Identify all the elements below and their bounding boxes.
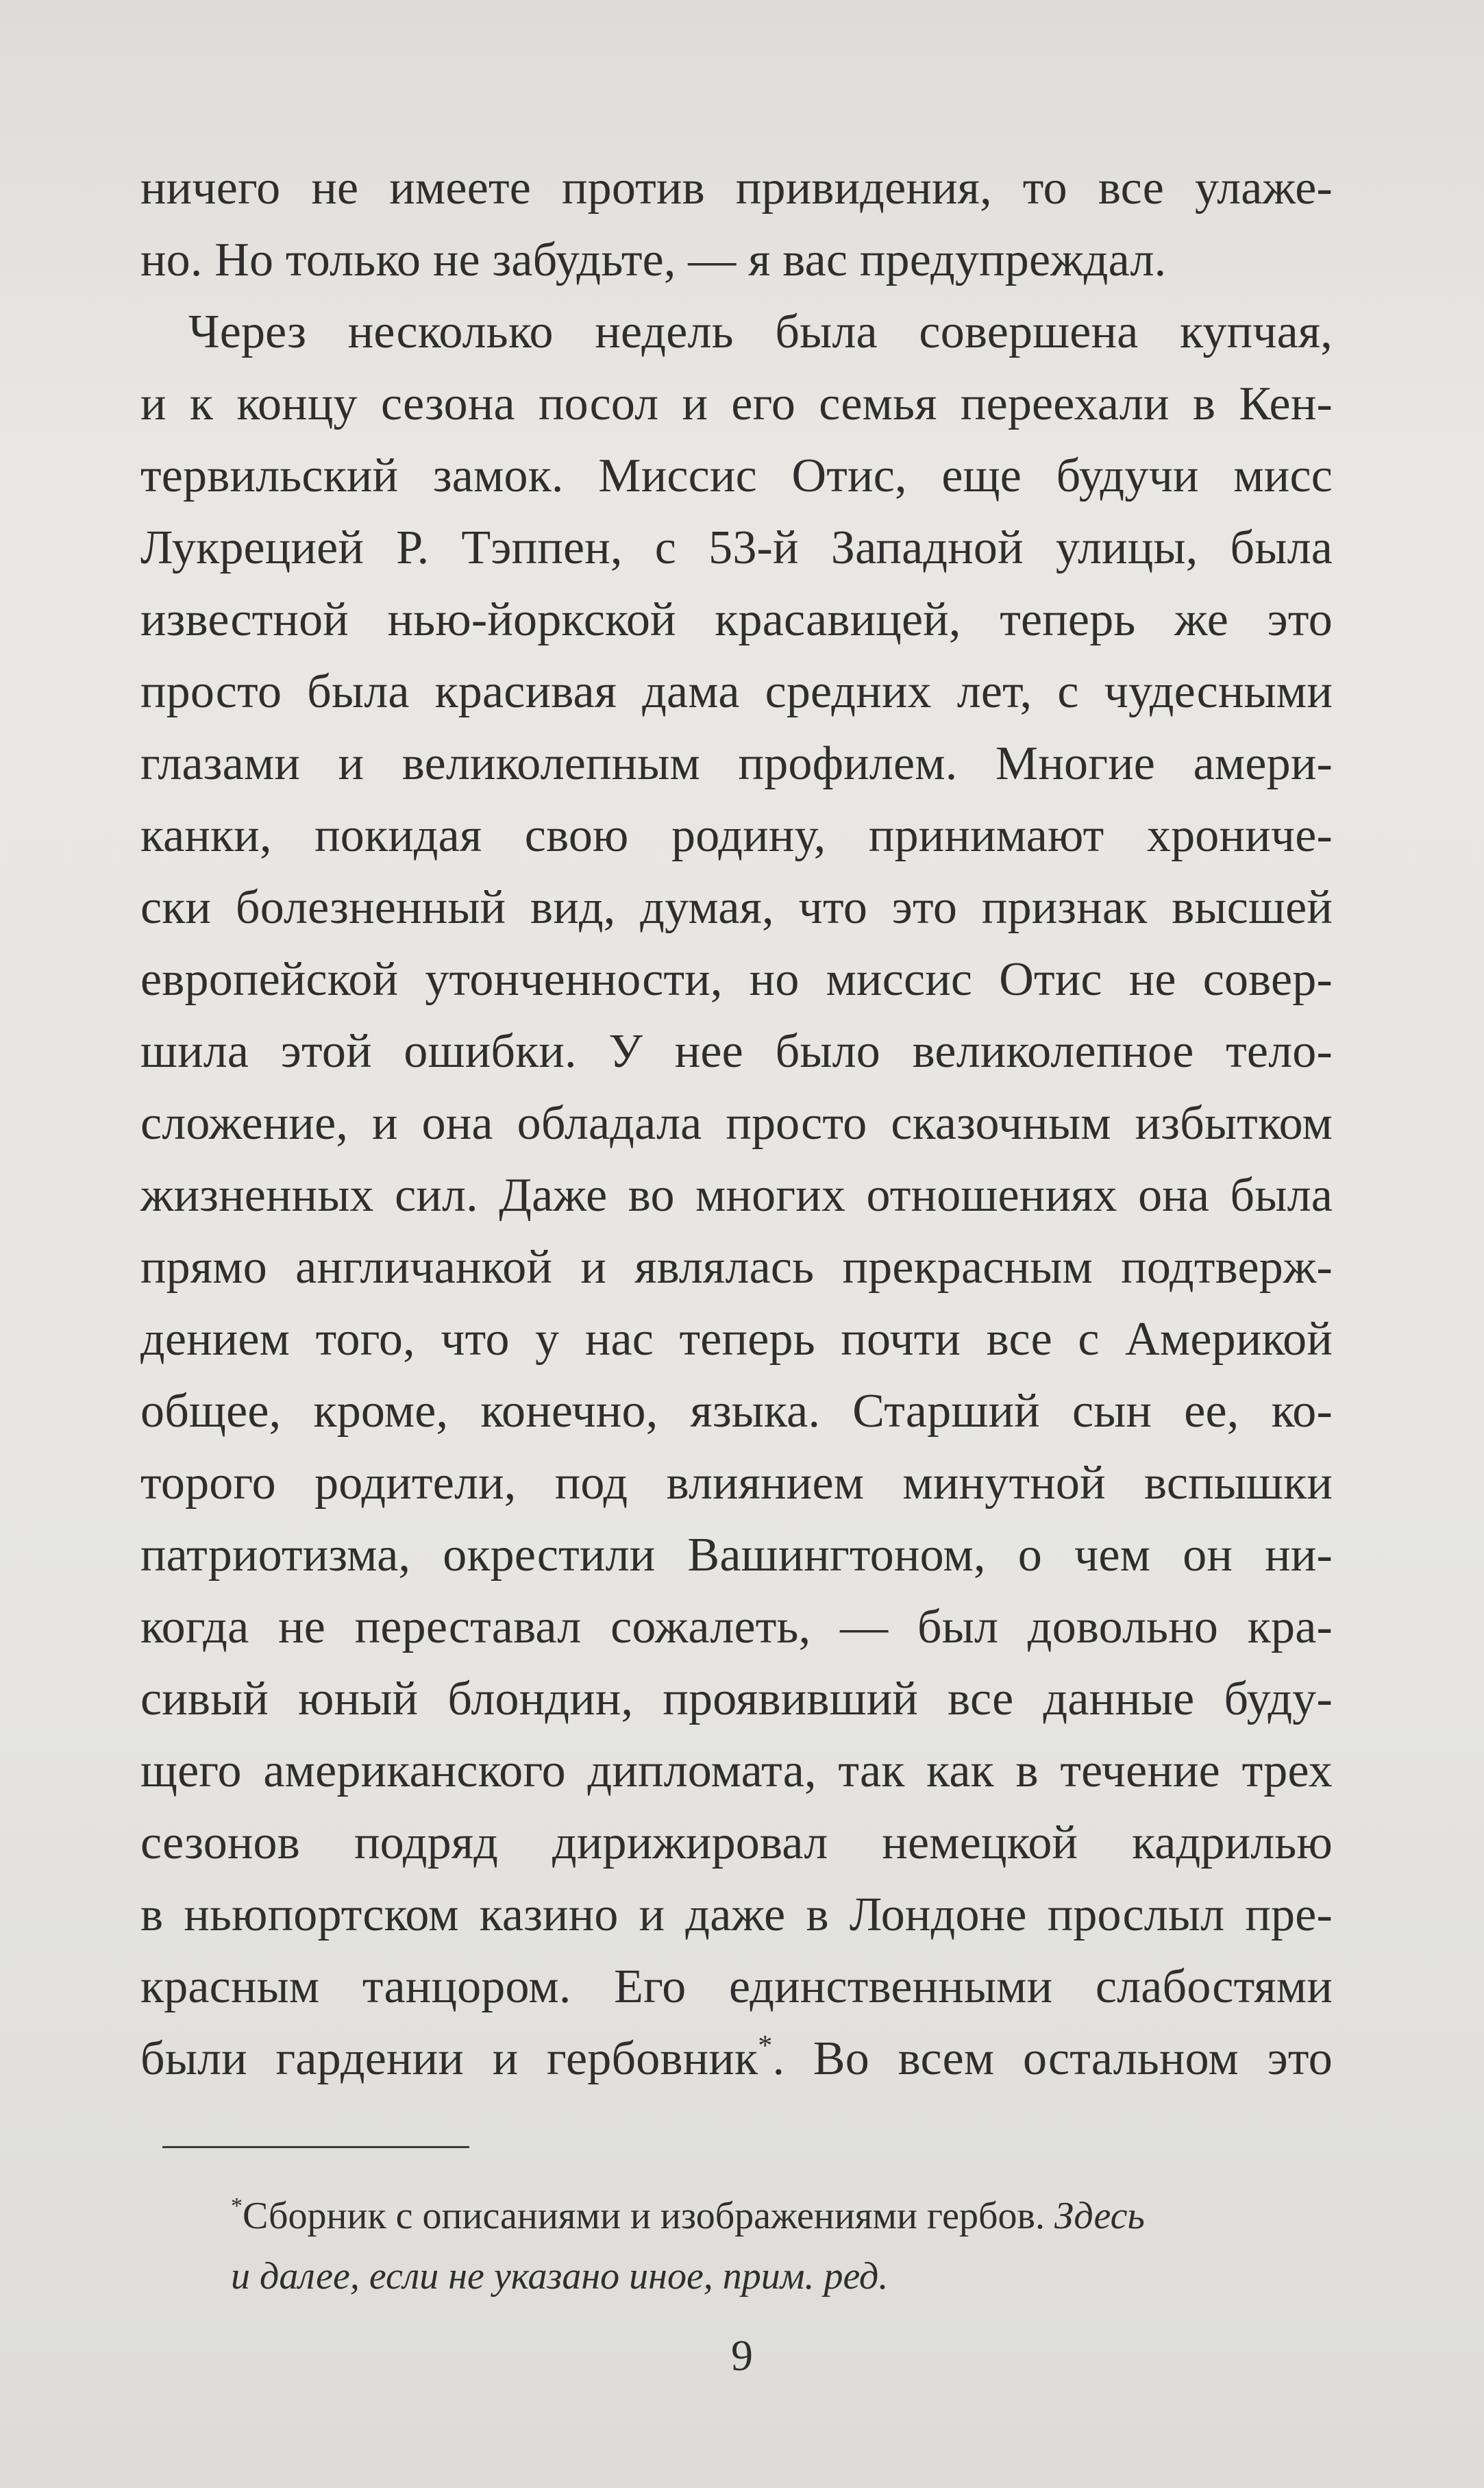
text-line: Лукрецией Р. Тэппен, с 53-й Западной улицы, была <box>140 521 1333 574</box>
page-number: 9 <box>731 2331 753 2380</box>
text-line: патриотизма, окрестили Вашингтоном, о чем он ни- <box>140 1529 1333 1581</box>
text-line: сложение, и она обладала просто сказочным избытком <box>140 1097 1333 1150</box>
text-fragment: Во всем остальном это <box>813 2032 1333 2085</box>
footnote-italic-text: Здесь <box>1054 2195 1145 2237</box>
text-line: в ньюпортском казино и даже в Лондоне прослыл пре- <box>140 1888 1333 1941</box>
text-line: просто была красивая дама средних лет, с чудесными <box>140 665 1333 718</box>
footnote-divider <box>162 2146 469 2148</box>
footnote-line <box>140 2186 1333 2246</box>
text-line: и к концу сезона посол и его семья переехали в Кен- <box>140 378 1333 430</box>
text-line: канки, покидая свою родину, принимают хрониче- <box>140 809 1333 862</box>
text-line: Через несколько недель была совершена купчая, <box>188 306 1333 358</box>
text-line: дением того, что у нас теперь почти все с Америкой <box>140 1313 1333 1366</box>
text-line: когда не переставал сожалеть, — был довольно кра- <box>140 1601 1333 1653</box>
text-fragment: были гардении и гербовник <box>140 2032 758 2085</box>
footnote-reference: * <box>758 2030 773 2062</box>
text-line: прямо англичанкой и являлась прекрасным подтверж- <box>140 1241 1333 1294</box>
text-line: ски болезненный вид, думая, что это признак высшей <box>140 881 1333 934</box>
text-line: тервильский замок. Миссис Отис, еще будучи мисс <box>140 449 1333 502</box>
text-line: глазами и великолепным профилем. Многие амери- <box>140 737 1333 790</box>
text-line: общее, кроме, конечно, языка. Старший сын ее, ко- <box>140 1385 1333 1438</box>
text-line: европейской утонченности, но миссис Отис не совер- <box>140 953 1333 1006</box>
footnote <box>140 2186 1333 2306</box>
text-line: сезонов подряд дирижировал немецкой кадрилью <box>140 1816 1333 1869</box>
text-line-with-footnote-ref: были гардении и гербовник*. Во всем остальном это <box>140 2030 1333 2085</box>
footnote-italic-line: и далее, если не указано иное, прим. ред. <box>231 2255 889 2298</box>
body-text <box>140 152 1333 2095</box>
text-line: жизненных сил. Даже во многих отношениях она была <box>140 1169 1333 1222</box>
text-line: но. Но только не забудьте, — я вас предупреждал. <box>140 234 1167 286</box>
text-line: щего американского дипломата, так как в течение трех <box>140 1745 1333 1797</box>
text-line: красным танцором. Его единственными слабостями <box>140 1960 1333 2013</box>
text-line: известной нью-йоркской красавицей, теперь же это <box>140 593 1333 646</box>
footnote-text: Сборник с описаниями и изображениями гербов. <box>243 2195 1045 2237</box>
text-line: шила этой ошибки. У нее было великолепное тело- <box>140 1025 1333 1078</box>
text-line: торого родители, под влиянием минутной вспышки <box>140 1457 1333 1510</box>
text-line: ничего не имеете против привидения, то все улаже- <box>140 162 1333 214</box>
footnote-marker: * <box>231 2193 243 2219</box>
text-line: сивый юный блондин, проявивший все данные буду- <box>140 1673 1333 1725</box>
